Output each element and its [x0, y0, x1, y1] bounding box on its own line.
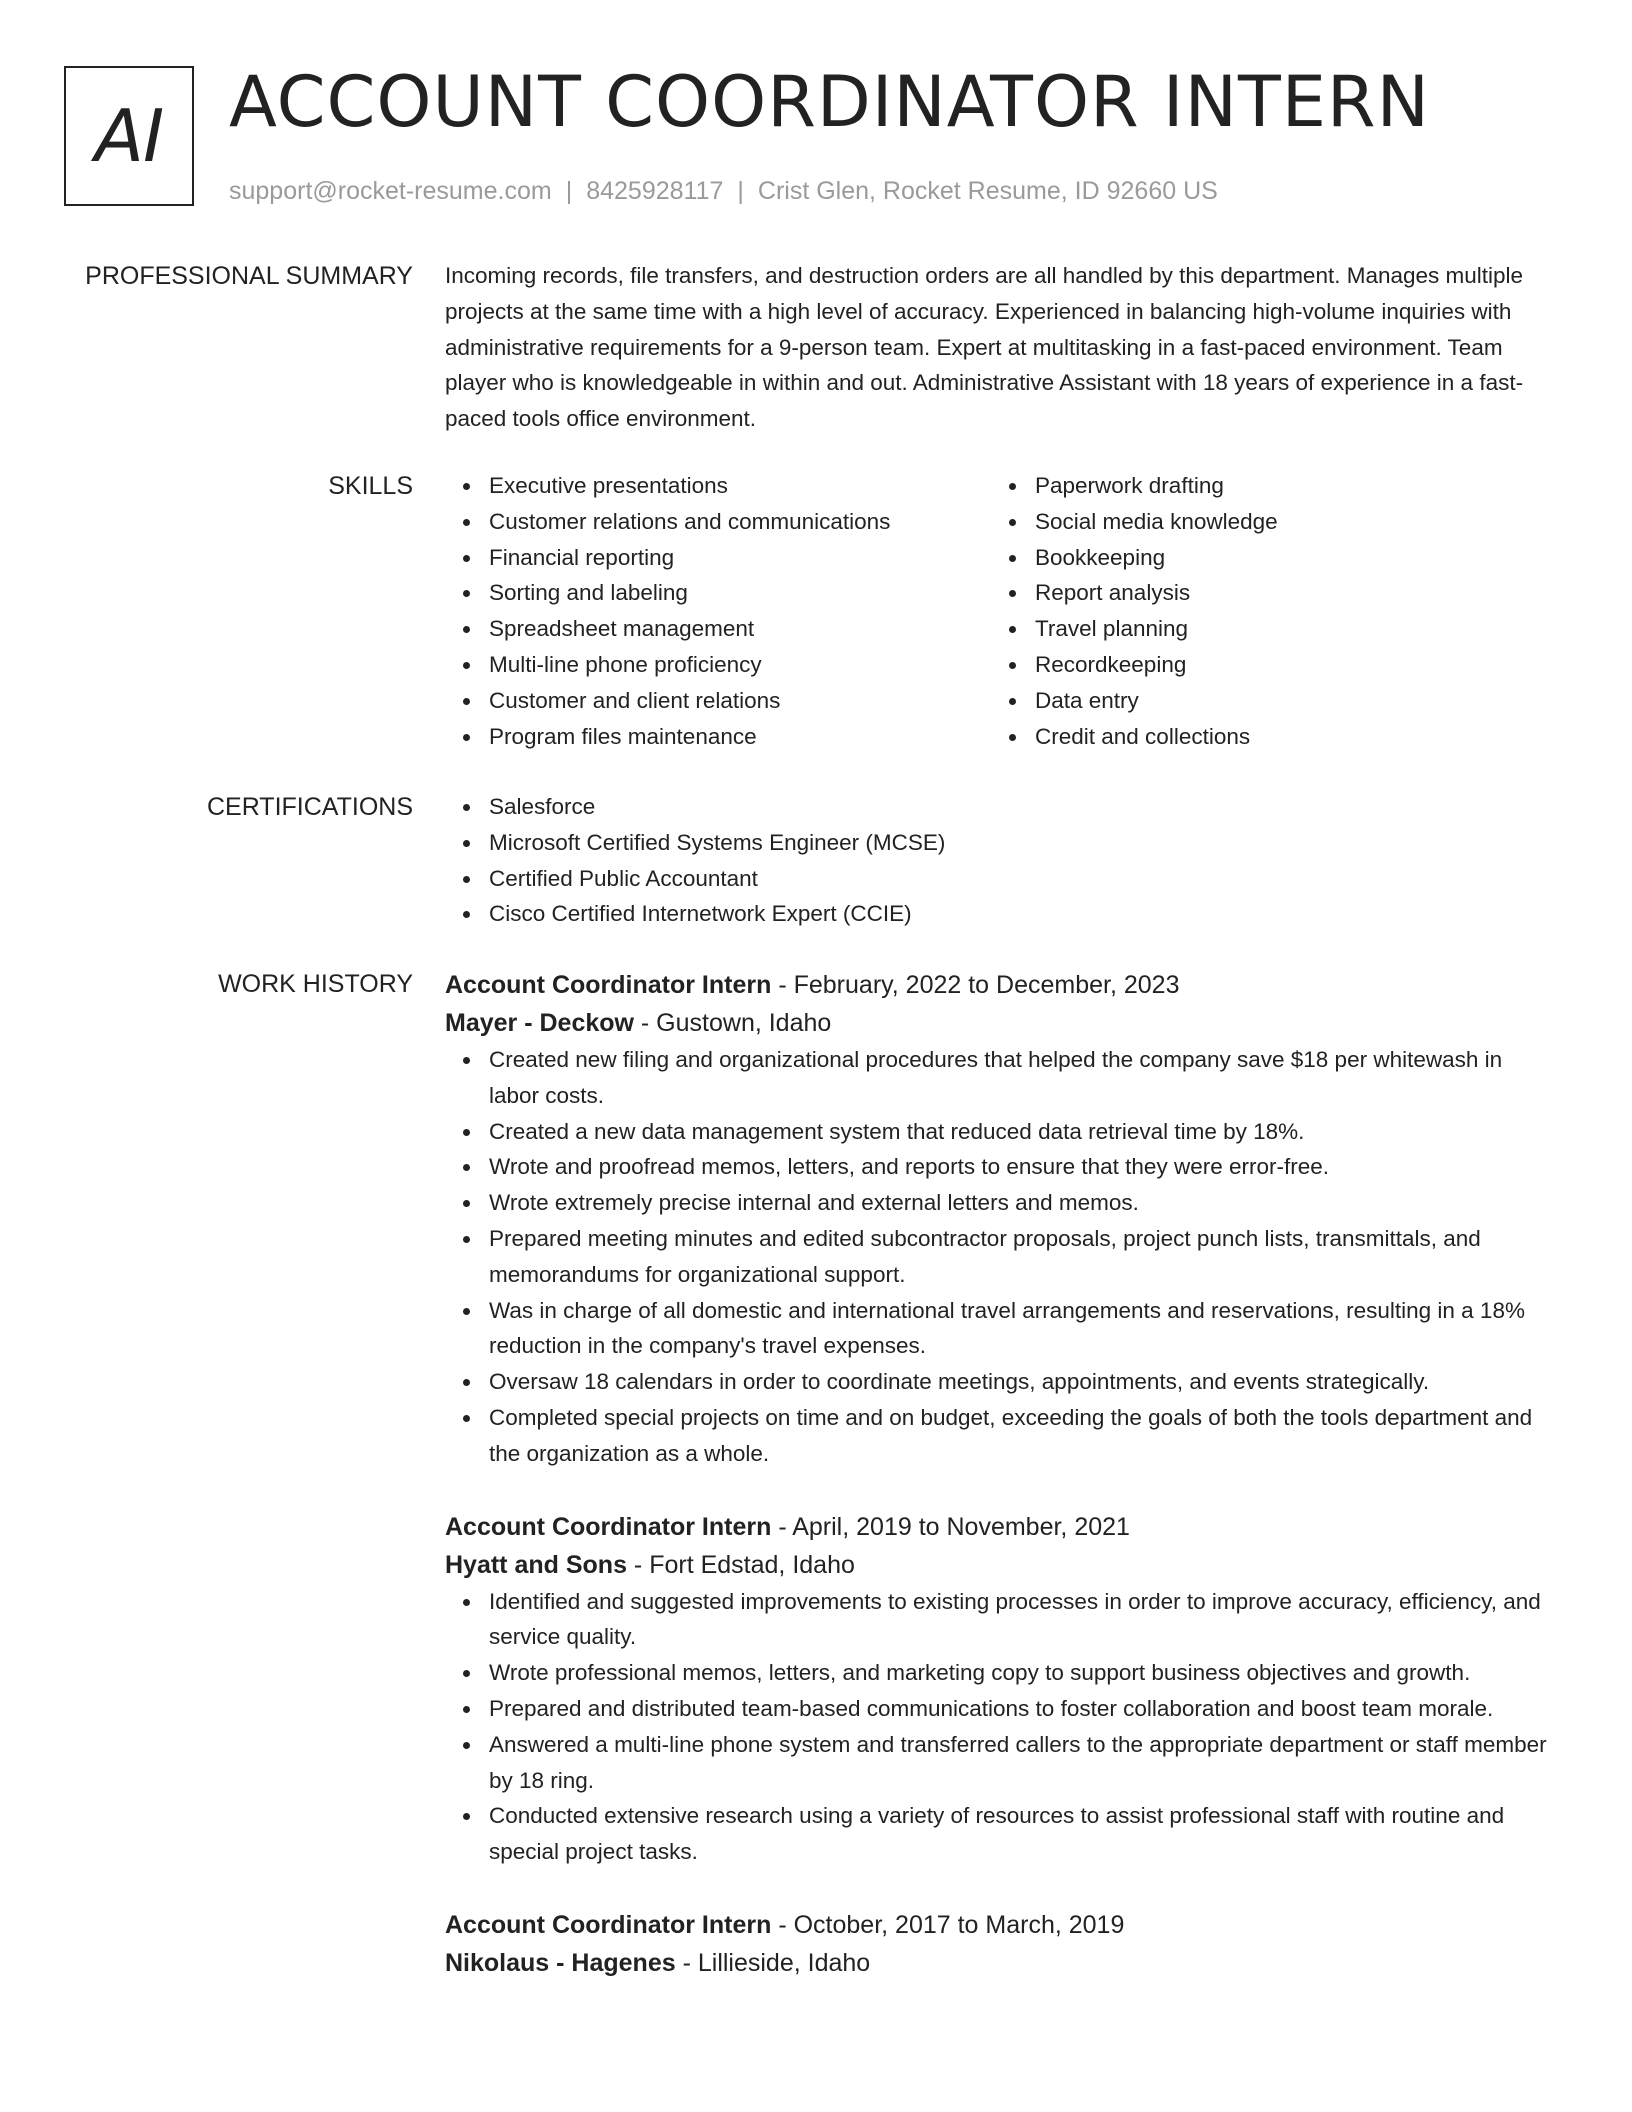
skill-item: Report analysis — [991, 575, 1537, 611]
job-bullet: Identified and suggested improvements to existing processes in order to improve accuracy, efficiency, and service quality. — [445, 1584, 1555, 1656]
summary-text: Incoming records, file transfers, and destruction orders are all handled by this department. Manages multiple projects at the same time with a high level of accuracy. Experienced in balancing high-volume inquiries with administrative requirements for a 9-person team. Expert at multitasking in a fast-paced environment. Team player who is knowledgeable in within and out. Administrative Assistant with 18 years of experience in a fast-paced tools office environment. — [445, 263, 1524, 432]
job-bullets — [445, 1042, 1555, 1472]
skill-item: Multi-line phone proficiency — [445, 647, 991, 683]
job-company: Mayer - Deckow — [445, 1009, 634, 1037]
job-dates: - February, 2022 to December, 2023 — [771, 971, 1180, 999]
job-title: Account Coordinator Intern — [445, 971, 772, 999]
job-dates: - April, 2019 to November, 2021 — [771, 1512, 1130, 1541]
section-label-certifications: CERTIFICATIONS — [206, 793, 413, 821]
skill-item: Spreadsheet management — [445, 611, 991, 647]
job-bullet: Created a new data management system that reduced data retrieval time by 18%. — [445, 1114, 1555, 1150]
skill-item: Executive presentations — [445, 468, 991, 504]
section-label-skills: SKILLS — [328, 472, 413, 500]
job-bullet: Completed special projects on time and on budget, exceeding the goals of both the tools department and the organization as a whole. — [445, 1400, 1555, 1472]
job-entry — [445, 1508, 1555, 1870]
job-entry — [445, 966, 1555, 1472]
skill-item: Program files maintenance — [445, 719, 991, 755]
job-company: Nikolaus - Hagenes — [445, 1948, 676, 1977]
job-bullet: Was in charge of all domestic and international travel arrangements and reservations, resulting in a 18% reduction in the company's travel expenses. — [445, 1293, 1555, 1365]
skill-item: Customer relations and communications — [445, 504, 991, 540]
job-company-line — [445, 1004, 1555, 1042]
certification-item: Microsoft Certified Systems Engineer (MCSE) — [445, 825, 1555, 861]
job-location: - Fort Edstad, Idaho — [626, 1550, 855, 1579]
skill-item: Paperwork drafting — [991, 468, 1537, 504]
certification-item: Certified Public Accountant — [445, 861, 1555, 897]
skills-list-left — [445, 468, 991, 754]
job-location: - Lillieside, Idaho — [675, 1948, 871, 1977]
certification-item: Cisco Certified Internetwork Expert (CCIE) — [445, 896, 1555, 932]
job-title-line — [445, 1508, 1555, 1546]
job-bullet: Prepared meeting minutes and edited subcontractor proposals, project punch lists, transmittals, and memorandums for organizational support. — [445, 1221, 1555, 1293]
skill-item: Social media knowledge — [991, 504, 1537, 540]
skill-item: Credit and collections — [991, 719, 1537, 755]
contact-phone: 8425928117 — [586, 177, 724, 205]
skill-item: Sorting and labeling — [445, 575, 991, 611]
skills-list-right — [991, 468, 1537, 754]
contact-email: support@rocket-resume.com — [229, 177, 552, 205]
section-label-summary: PROFESSIONAL SUMMARY — [85, 262, 413, 290]
skill-item: Data entry — [991, 683, 1537, 719]
job-bullet: Wrote professional memos, letters, and marketing copy to support business objectives and growth. — [445, 1655, 1555, 1691]
job-title-line — [445, 1906, 1555, 1944]
job-bullet: Conducted extensive research using a variety of resources to assist professional staff with routine and special project tasks. — [445, 1798, 1555, 1870]
section-label-work-history: WORK HISTORY — [218, 970, 413, 998]
job-bullet: Wrote extremely precise internal and external letters and memos. — [445, 1185, 1555, 1221]
skill-item: Recordkeeping — [991, 647, 1537, 683]
skill-item: Customer and client relations — [445, 683, 991, 719]
jobs-list — [445, 966, 1555, 2018]
job-bullets — [445, 1584, 1555, 1870]
contact-separator: | — [565, 177, 573, 205]
job-title-line — [445, 966, 1555, 1004]
job-bullet: Oversaw 18 calendars in order to coordinate meetings, appointments, and events strategically. — [445, 1364, 1555, 1400]
skill-item: Bookkeeping — [991, 540, 1537, 576]
job-company: Hyatt and Sons — [445, 1550, 627, 1579]
job-title: Account Coordinator Intern — [445, 1512, 772, 1541]
job-bullet: Prepared and distributed team-based communications to foster collaboration and boost team morale. — [445, 1691, 1555, 1727]
job-company-line — [445, 1546, 1555, 1584]
skill-item: Financial reporting — [445, 540, 991, 576]
certifications-list — [445, 789, 1555, 932]
job-location: - Gustown, Idaho — [633, 1009, 832, 1037]
page-title: ACCOUNT COORDINATOR INTERN — [229, 61, 1430, 143]
job-bullet: Wrote and proofread memos, letters, and reports to ensure that they were error-free. — [445, 1149, 1555, 1185]
job-bullet: Answered a multi-line phone system and transferred callers to the appropriate department or staff member by 18 ring. — [445, 1727, 1555, 1799]
job-bullet: Created new filing and organizational procedures that helped the company save $18 per whitewash in labor costs. — [445, 1042, 1555, 1114]
monogram-logo: AI — [64, 66, 194, 206]
job-entry — [445, 1906, 1555, 1982]
contact-address: Crist Glen, Rocket Resume, ID 92660 US — [757, 177, 1218, 205]
job-company-line — [445, 1944, 1555, 1982]
job-dates: - October, 2017 to March, 2019 — [771, 1910, 1125, 1939]
skill-item: Travel planning — [991, 611, 1537, 647]
contact-separator: | — [737, 177, 744, 205]
certification-item: Salesforce — [445, 789, 1555, 825]
job-title: Account Coordinator Intern — [445, 1910, 772, 1939]
contact-line — [229, 174, 1218, 208]
